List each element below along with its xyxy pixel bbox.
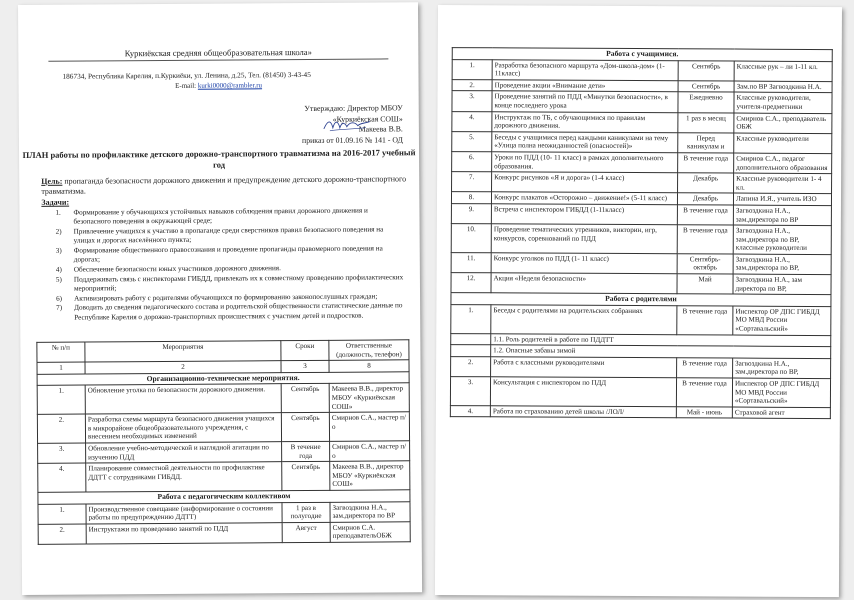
table-cell: Встреча с инспектором ГИБДД (1-11класс) bbox=[491, 204, 677, 225]
table-cell: 7. bbox=[452, 172, 492, 192]
col-header-responsible: Ответственные (должность, телефон) bbox=[329, 340, 409, 361]
table-cell: Перед каникулам и bbox=[678, 133, 734, 153]
table-cell: Макеева В.В., директор МБОУ «Куркиёкская СОШ» bbox=[329, 383, 409, 412]
table-cell: 10. bbox=[451, 224, 491, 253]
table-cell: 2. bbox=[451, 356, 491, 376]
table-cell: Сентябрь bbox=[678, 81, 734, 93]
table-cell: 2. bbox=[452, 79, 492, 91]
table-cell: Смирнов С.А., педагог дополнительного образования bbox=[734, 153, 832, 174]
section-heading: Работа с педагогическим коллективом bbox=[38, 490, 410, 504]
table-cell: Конкурс уголков по ПДД (1- 11 класс) bbox=[491, 253, 677, 274]
table-cell: Загвоздкина Н.А., зам.директора по ВР, классные руководители bbox=[733, 225, 831, 254]
table-row bbox=[37, 383, 409, 414]
table-cell: Инспектор ОР ДПС ГИБДД МО МВД России «Сортавальский» bbox=[732, 378, 830, 407]
table-header-row bbox=[37, 340, 409, 363]
table-cell: 1 раз в месяц bbox=[678, 112, 734, 132]
table-cell: Классные руководители 1- 4 кл. bbox=[734, 173, 832, 194]
table-cell: 1 bbox=[37, 362, 85, 374]
table-row bbox=[452, 152, 832, 174]
plan-table-part-2 bbox=[450, 47, 833, 419]
table-cell: Страховой агент bbox=[732, 407, 830, 419]
table-cell: 3. bbox=[452, 91, 492, 111]
approval-line-3: Макеева В.В. bbox=[358, 124, 403, 134]
table-cell: 2. bbox=[37, 414, 85, 443]
task-item: 2) Привлечение учащихся к участию в пропаганде среди сверстников правил безопасного поведения на улицах и дорогах населённого пункта; bbox=[55, 225, 384, 245]
table-cell: Макеева В.В., директор МБОУ «Куркиёкская СОШ» bbox=[330, 461, 410, 490]
table-cell: Декабрь bbox=[677, 193, 733, 205]
table-cell: Смирнов С.А., мастер п/о bbox=[329, 412, 409, 441]
task-item: 6) Активизировать работу с родителями обучающихся по формированию законопослушных граждан; bbox=[56, 292, 378, 303]
table-cell: Инспектор ОР ДПС ГИБДД МО МВД России «Сортавальский» bbox=[733, 306, 831, 335]
table-cell: В течение года bbox=[676, 378, 732, 407]
plan-title: ПЛАН работы по профилактике детского дорожно-транспортного травматизма на 2016-2017 учебный год bbox=[22, 147, 416, 170]
table-cell: Производственное совещание (информирование о состоянии работы по предупреждению ДДТТ) bbox=[86, 502, 282, 524]
table-row bbox=[38, 501, 410, 524]
right-page bbox=[435, 5, 842, 597]
table-cell: Смирнов С.А., мастер п/о bbox=[330, 441, 410, 462]
table-cell: Сентябрь bbox=[282, 461, 330, 490]
table-cell: Проведение тематических утренников, викторин, игр, конкурсов, соревнований по ПДД bbox=[491, 224, 677, 254]
table-cell: Сентябрь bbox=[678, 60, 734, 80]
table-cell: 8 bbox=[329, 360, 409, 372]
table-cell: Лапина И.Я., учитель ИЗО bbox=[733, 193, 831, 205]
table-cell: В течение года bbox=[678, 153, 734, 173]
school-email-line bbox=[19, 80, 419, 91]
approval-line-2: «Куркиёкская СОШ» bbox=[332, 113, 403, 124]
table-row bbox=[451, 252, 831, 274]
table-cell: Сентябрь bbox=[281, 412, 329, 441]
table-cell: 12. bbox=[451, 273, 491, 293]
table-cell: Декабрь bbox=[678, 173, 734, 193]
table-cell: Май - июнь bbox=[676, 407, 732, 419]
table-cell: В течение года bbox=[282, 441, 330, 462]
table-cell: 3 bbox=[281, 361, 329, 373]
table-cell: Смирнов С.А., преподаватель ОБЖ bbox=[734, 113, 832, 134]
table-row bbox=[450, 405, 830, 419]
table-row bbox=[450, 377, 830, 408]
table-cell: Беседы с учащимися перед каждыми каникулами на тему «Улица полна неожиданностей (опасностей)» bbox=[492, 132, 678, 153]
table-cell: 9. bbox=[451, 203, 491, 223]
subtopic: 1.1. Роль родителей в работе по ПДДТТ bbox=[491, 333, 831, 346]
table-cell bbox=[451, 333, 491, 345]
task-item: 5) Поддерживать связь с инспекторами ГИБДД, привлекать их к совместному проведению профилактических мероприятий; bbox=[55, 272, 404, 293]
table-cell: 8. bbox=[451, 192, 491, 204]
goal-paragraph bbox=[41, 174, 407, 197]
header-divider bbox=[48, 58, 388, 61]
table-cell: Загвоздкина Н.А., зам.директора по ВР, bbox=[733, 254, 831, 275]
table-cell: Разработка схемы маршрута безопасного движения учащихся в микрорайоне общеобразовательного учреждения, с внесением необходимых изменений bbox=[85, 413, 281, 443]
table-cell: Инструктаж по ТБ, с обучающимися по правилам дорожного движения. bbox=[492, 111, 678, 132]
table-cell: Проведение акции «Внимание дети» bbox=[492, 80, 678, 93]
table-cell: В течение года bbox=[677, 358, 733, 378]
table-cell: 1. bbox=[38, 504, 86, 525]
table-cell: Акция «Неделя безопасности» bbox=[491, 273, 677, 294]
table-cell: Зам.по ВР Загвоздкина Н.А. bbox=[734, 81, 832, 93]
table-row bbox=[37, 412, 409, 443]
task-item: 3) Формирование общественного правосознания и проведение пропаганды правомерного поведения на дорогах; bbox=[55, 244, 383, 264]
table-cell: Загвоздкина Н.А., зам.директора по ВР, bbox=[733, 358, 831, 379]
table-cell: Загвоздкина Н.А., зам.директора по ВР bbox=[733, 205, 831, 226]
table-row bbox=[452, 91, 832, 113]
table-cell: 4. bbox=[38, 463, 86, 492]
table-cell: 3. bbox=[450, 377, 490, 406]
table-cell: 2. bbox=[38, 524, 86, 545]
table-cell: Консультация с инспектором по ПДД bbox=[490, 377, 676, 407]
approval-line-4: приказ от 01.09.16 № 141 - ОД bbox=[301, 134, 403, 145]
email-label: E-mail: bbox=[175, 81, 197, 90]
table-row bbox=[451, 203, 831, 225]
col-header-activity: Мероприятия bbox=[85, 341, 281, 363]
table-cell: Классные руководители, учителя-предметники bbox=[734, 92, 832, 113]
tasks-list bbox=[55, 206, 406, 323]
goal-text: пропаганда безопасности дорожного движения и предупреждение детского дорожно-транспортного травматизма. bbox=[41, 174, 407, 196]
table-cell: Загвоздкина Н.А., зам директора по ВР, bbox=[733, 274, 831, 295]
table-cell: 4. bbox=[452, 111, 492, 131]
table-row bbox=[451, 273, 831, 295]
table-cell: Уроки по ПДД (10- 11 класс) в рамках дополнительного образования. bbox=[492, 152, 678, 173]
table-cell: Май bbox=[677, 274, 733, 294]
table-cell: 1. bbox=[37, 385, 85, 414]
table-cell: Загвоздкина Н.А., зам.директора по ВР bbox=[330, 501, 410, 522]
table-cell: 4. bbox=[450, 405, 490, 417]
table-cell: 1. bbox=[451, 304, 491, 333]
table-cell: 5. bbox=[452, 131, 492, 151]
table-cell: Работа с классными руководителями bbox=[491, 357, 677, 378]
table-row bbox=[38, 521, 410, 544]
table-cell bbox=[451, 345, 491, 357]
plan-table-part-1 bbox=[36, 339, 410, 544]
table-cell: В течение года bbox=[677, 306, 733, 335]
table-row bbox=[451, 304, 831, 335]
table-cell: 2 bbox=[85, 361, 281, 374]
table-cell: Работа по страхованию детей школы /ЛОЛ/ bbox=[490, 406, 676, 419]
table-cell: 6. bbox=[452, 152, 492, 172]
approval-line-1: Утверждаю: Директор МБОУ bbox=[304, 103, 403, 114]
table-cell: В течение года bbox=[677, 205, 733, 225]
table-cell: Проведение занятий по ПДД «Минутки безопасности», в конце последнего урока bbox=[492, 91, 678, 112]
table-cell: Обновление учебно-методической и наглядной агитации по изучению ПДД bbox=[86, 442, 282, 464]
task-item: 7) Доводить до сведения педагогического состава и родительской общественности статистические данные по Республике Карелия о дорожно-транспортных происшествиях с участием детей и подростков. bbox=[56, 301, 403, 322]
table-cell: Беседы с родителями на родительских собраниях bbox=[491, 305, 677, 335]
subtopic: 1.2. Опасные забавы зимой bbox=[491, 345, 831, 358]
table-cell: 1 раз в полугодие bbox=[282, 502, 330, 523]
task-item: 1. Формирование у обучающихся устойчивых навыков соблюдения правил дорожного движения и безопасного поведения в окружающей среде; bbox=[55, 206, 368, 226]
table-row bbox=[452, 131, 832, 153]
table-row bbox=[452, 59, 832, 81]
tasks-label: Задачи: bbox=[41, 197, 70, 207]
table-cell: Разработка безопасного маршрута «Дом-школа-дом» (1-11класс) bbox=[492, 59, 678, 80]
table-cell: Конкурс рисунков «Я и дорога» (1-4 класс) bbox=[492, 172, 678, 193]
table-cell: Сентябрь-октябрь bbox=[677, 254, 733, 274]
table-cell: Конкурс плакатов «Осторожно – движение!» (5-11 класс) bbox=[491, 192, 677, 205]
school-name: Куркиёкская средняя общеобразовательная школа» bbox=[124, 46, 312, 59]
table-row bbox=[451, 224, 831, 255]
table-cell: 1. bbox=[452, 59, 492, 79]
table-cell: 11. bbox=[451, 252, 491, 272]
section-heading: Работа с родителями bbox=[451, 293, 831, 307]
table-cell: Классные рук – ли 1-11 кл. bbox=[734, 61, 832, 82]
table-row bbox=[38, 441, 410, 464]
table-cell: Смирнов С.А. преподавательОБЖ bbox=[330, 521, 410, 542]
table-cell: Обновление уголка по безопасности дорожного движения. bbox=[85, 384, 281, 414]
goal-label: Цель: bbox=[41, 176, 63, 186]
table-cell: Инструктажи по проведению занятий по ПДД bbox=[86, 522, 282, 544]
section-heading: Организационно-технические мероприятия. bbox=[37, 372, 409, 386]
table-cell: В течение года bbox=[677, 225, 733, 254]
table-row bbox=[452, 111, 832, 133]
table-cell: Август bbox=[282, 522, 330, 543]
table-row bbox=[452, 172, 832, 194]
table-cell: Сентябрь bbox=[281, 384, 329, 413]
table-row bbox=[38, 461, 410, 492]
school-address: 186734, Республика Карелия, п.Куркиёки, ул. Ленина, д.25, Тел. (81450) 3-43-45 bbox=[62, 69, 311, 81]
table-row bbox=[451, 356, 831, 378]
table-cell: 3. bbox=[38, 443, 86, 464]
director-signature bbox=[322, 116, 372, 134]
col-header-dates: Сроки bbox=[281, 340, 329, 361]
col-header-number: № п/п bbox=[37, 342, 85, 363]
email-link[interactable]: kurki0000@rambler.ru bbox=[197, 81, 263, 90]
left-page bbox=[18, 2, 422, 595]
table-cell: Классные руководители bbox=[734, 133, 832, 154]
task-item: 4) Обеспечение безопасности юных участников дорожного движения. bbox=[55, 264, 281, 274]
section-heading: Работа с учащимися. bbox=[452, 48, 832, 62]
table-cell: Ежедневно bbox=[678, 92, 734, 112]
table-cell: Планирование совместной деятельности по профилактике ДДТТ с сотрудниками ГИБДД. bbox=[86, 462, 282, 492]
